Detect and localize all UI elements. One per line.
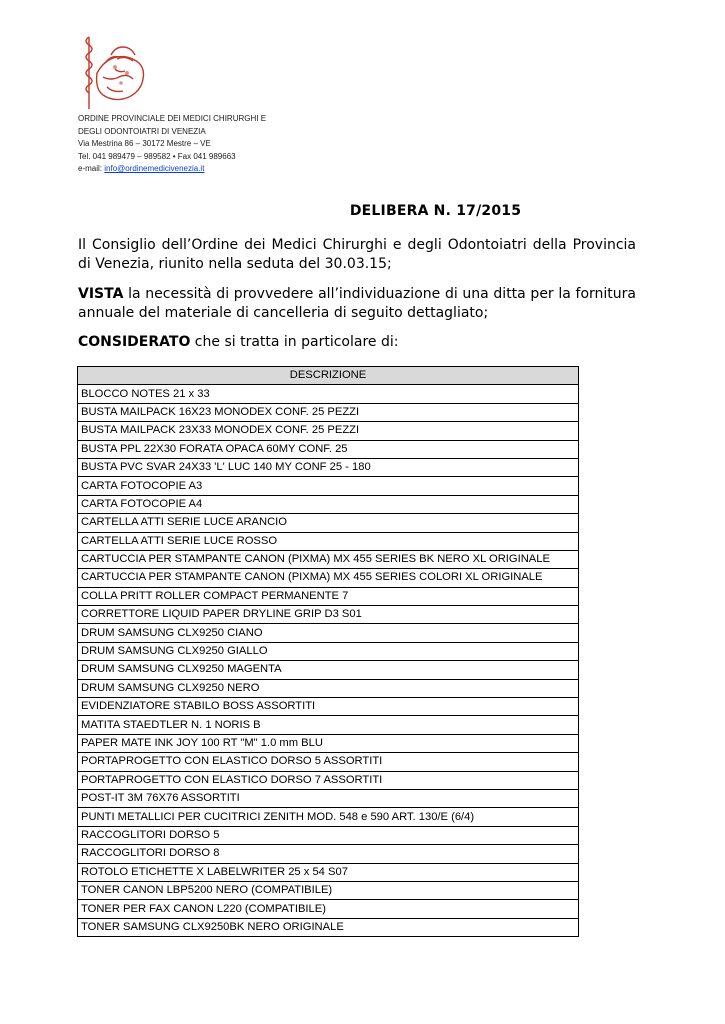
table-row: [78, 753, 579, 771]
item-description-cell: TONER CANON LBP5200 NERO (COMPATIBILE): [78, 881, 579, 899]
table-row: [78, 550, 579, 568]
table-row: [78, 900, 579, 918]
item-description-cell: BUSTA MAILPACK 16X23 MONODEX CONF. 25 PEZZI: [78, 403, 579, 421]
table-row: [78, 863, 579, 881]
org-name-line-2: DEGLI ODONTOIATRI DI VENEZIA: [78, 126, 206, 136]
table-row: [78, 624, 579, 642]
item-description-cell: EVIDENZIATORE STABILO BOSS ASSORTITI: [78, 698, 579, 716]
item-description-cell: PORTAPROGETTO CON ELASTICO DORSO 7 ASSORTITI: [78, 771, 579, 789]
items-table-body: [78, 385, 579, 937]
table-row: [78, 606, 579, 624]
vista-label: VISTA: [78, 286, 124, 302]
item-description-cell: CARTUCCIA PER STAMPANTE CANON (PIXMA) MX 455 SERIES BK NERO XL ORIGINALE: [78, 550, 579, 568]
table-row: [78, 642, 579, 660]
table-row: [78, 422, 579, 440]
table-row: [78, 716, 579, 734]
table-row: [78, 440, 579, 458]
item-description-cell: TONER SAMSUNG CLX9250BK NERO ORIGINALE: [78, 918, 579, 936]
org-name-line-1: ORDINE PROVINCIALE DEI MEDICI CHIRURGHI E: [78, 114, 267, 123]
table-header-row: [78, 367, 579, 385]
item-description-cell: POST-IT 3M 76X76 ASSORTITI: [78, 789, 579, 807]
table-row: [78, 826, 579, 844]
phone-fax: Tel. 041 989479 – 989582 • Fax 041 989663: [78, 151, 236, 161]
item-description-cell: ROTOLO ETICHETTE X LABELWRITER 25 x 54 S07: [78, 863, 579, 881]
item-description-cell: RACCOGLITORI DORSO 5: [78, 826, 579, 844]
item-description-cell: BUSTA PPL 22X30 FORATA OPACA 60MY CONF. 25: [78, 440, 579, 458]
item-description-cell: DRUM SAMSUNG CLX9250 MAGENTA: [78, 661, 579, 679]
table-row: [78, 734, 579, 752]
email-label: e-mail:: [78, 164, 103, 174]
description-column-header: DESCRIZIONE: [78, 367, 579, 385]
table-row: [78, 477, 579, 495]
paragraph-considerato: [78, 333, 636, 352]
table-row: [78, 918, 579, 936]
table-row: [78, 532, 579, 550]
item-description-cell: PAPER MATE INK JOY 100 RT "M" 1.0 mm BLU: [78, 734, 579, 752]
caduceus-lion-emblem-icon: [75, 33, 150, 111]
table-row: [78, 679, 579, 697]
item-description-cell: CORRETTORE LIQUID PAPER DRYLINE GRIP D3 S01: [78, 606, 579, 624]
table-row: [78, 458, 579, 476]
item-description-cell: COLLA PRITT ROLLER COMPACT PERMANENTE 7: [78, 587, 579, 605]
item-description-cell: RACCOGLITORI DORSO 8: [78, 845, 579, 863]
item-description-cell: CARTUCCIA PER STAMPANTE CANON (PIXMA) MX 455 SERIES COLORI XL ORIGINALE: [78, 569, 579, 587]
table-row: [78, 881, 579, 899]
item-description-cell: BLOCCO NOTES 21 x 33: [78, 385, 579, 403]
letterhead: [78, 113, 338, 176]
items-table: [77, 366, 579, 937]
paragraph-vista: [78, 285, 636, 323]
table-row: [78, 698, 579, 716]
item-description-cell: DRUM SAMSUNG CLX9250 GIALLO: [78, 642, 579, 660]
item-description-cell: CARTELLA ATTI SERIE LUCE ARANCIO: [78, 514, 579, 532]
item-description-cell: TONER PER FAX CANON L220 (COMPATIBILE): [78, 900, 579, 918]
table-row: [78, 514, 579, 532]
item-description-cell: DRUM SAMSUNG CLX9250 CIANO: [78, 624, 579, 642]
item-description-cell: CARTA FOTOCOPIE A4: [78, 495, 579, 513]
considerato-text: che si tratta in particolare di:: [190, 334, 399, 350]
table-row: [78, 661, 579, 679]
document-title: DELIBERA N. 17/2015: [349, 203, 522, 219]
item-description-cell: BUSTA PVC SVAR 24X33 'L' LUC 140 MY CONF 25 - 180: [78, 458, 579, 476]
table-row: [78, 403, 579, 421]
item-description-cell: CARTELLA ATTI SERIE LUCE ROSSO: [78, 532, 579, 550]
table-row: [78, 808, 579, 826]
table-row: [78, 789, 579, 807]
table-row: [78, 845, 579, 863]
item-description-cell: MATITA STAEDTLER N. 1 NORIS B: [78, 716, 579, 734]
item-description-cell: CARTA FOTOCOPIE A3: [78, 477, 579, 495]
table-row: [78, 495, 579, 513]
considerato-label: CONSIDERATO: [78, 334, 191, 350]
vista-text: la necessità di provvedere all’individuazione di una ditta per la fornitura annuale del materiale di cancelleria di seguito dettagliato;: [78, 286, 636, 321]
address: Via Mestrina 86 – 30172 Mestre – VE: [78, 139, 211, 149]
paragraph-council: Il Consiglio dell’Ordine dei Medici Chirurghi e degli Odontoiatri della Provincia di Venezia, riunito nella seduta del 30.03.15;: [78, 237, 636, 272]
table-row: [78, 587, 579, 605]
table-row: [78, 771, 579, 789]
table-row: [78, 569, 579, 587]
item-description-cell: PUNTI METALLICI PER CUCITRICI ZENITH MOD. 548 e 590 ART. 130/E (6/4): [78, 808, 579, 826]
table-row: [78, 385, 579, 403]
item-description-cell: DRUM SAMSUNG CLX9250 NERO: [78, 679, 579, 697]
email-link[interactable]: info@ordinemedicivenezia.it: [104, 164, 205, 174]
email-line: [78, 163, 338, 176]
item-description-cell: PORTAPROGETTO CON ELASTICO DORSO 5 ASSORTITI: [78, 753, 579, 771]
item-description-cell: BUSTA MAILPACK 23X33 MONODEX CONF. 25 PEZZI: [78, 422, 579, 440]
